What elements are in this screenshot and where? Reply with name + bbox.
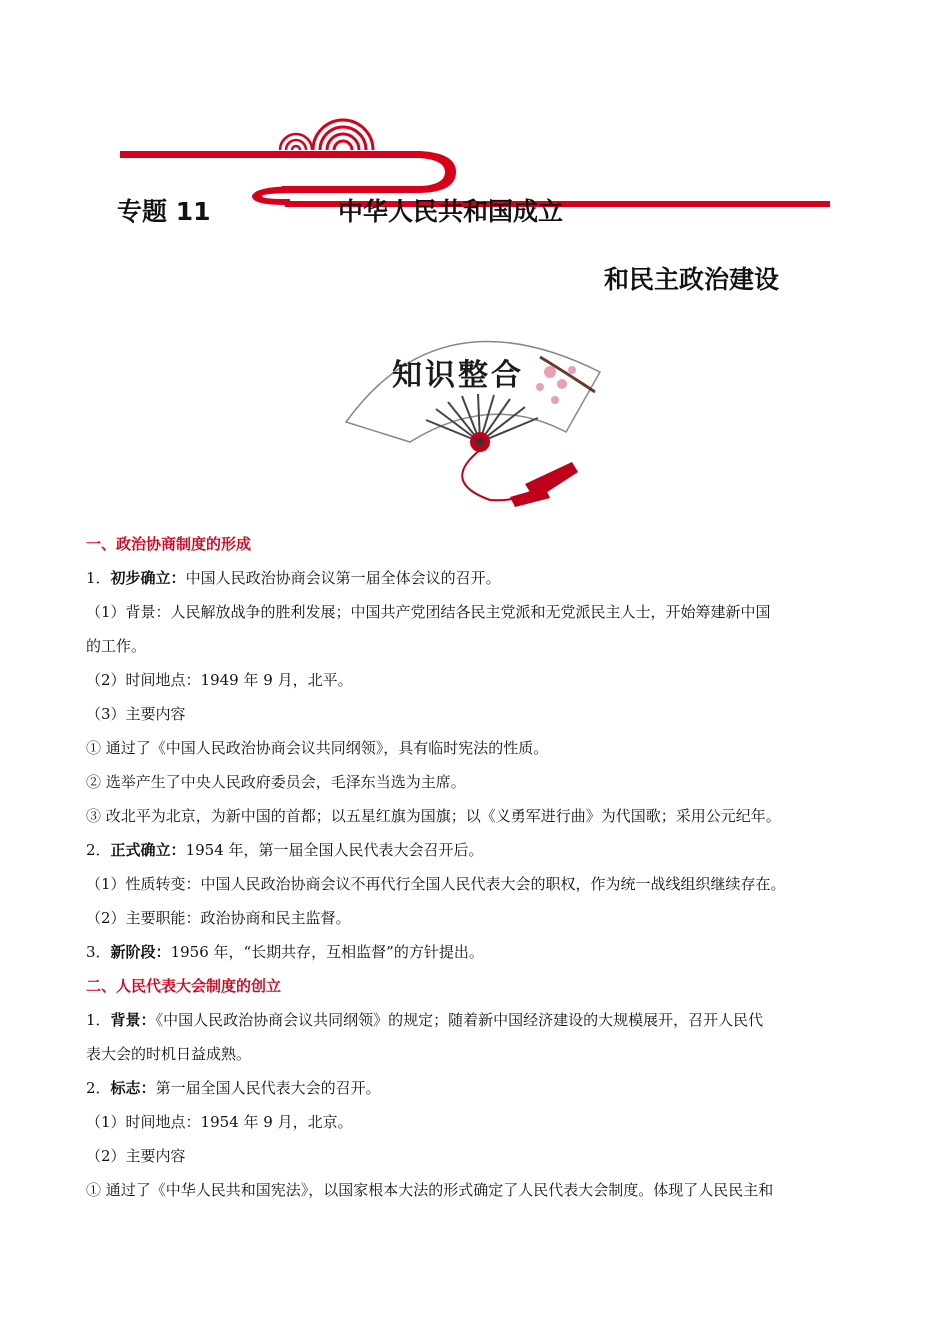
item-number: 2． <box>86 1079 111 1097</box>
paragraph <box>86 935 866 969</box>
red-arc-ornament <box>280 120 373 150</box>
paragraph <box>86 1003 866 1037</box>
topic-number: 专题 11 <box>117 197 211 226</box>
fan-badge-text: 知识整合 <box>392 358 524 393</box>
list-item: ③ 改北平为北京，为新中国的首都；以五星红旗为国旗；以《义勇军进行曲》为代国歌；采用公元纪年。 <box>86 807 781 825</box>
item-text: 中国人民政治协商会议第一届全体会议的召开。 <box>185 569 501 587</box>
paragraph <box>86 833 866 867</box>
list-item: ① 通过了《中国人民政治协商会议共同纲领》，具有临时宪法的性质。 <box>86 739 549 757</box>
item-key: 初步确立： <box>110 569 186 587</box>
paragraph: （1）时间地点：1954 年 9 月，北京。 <box>86 1113 353 1131</box>
paragraph: （2）主要职能：政治协商和民主监督。 <box>86 909 351 927</box>
item-key: 标志： <box>110 1079 156 1097</box>
fan-illustration <box>340 312 610 512</box>
section-heading: 二、人民代表大会制度的创立 <box>86 977 282 995</box>
list-item: ① 通过了《中华人民共和国宪法》，以国家根本大法的形式确定了人民代表大会制度。体现了人民民主和 <box>86 1181 774 1199</box>
header-decoration <box>0 0 950 320</box>
section-heading: 一、政治协商制度的形成 <box>86 535 252 553</box>
paragraph: （2）时间地点：1949 年 9 月，北平。 <box>86 671 353 689</box>
item-text: 第一届全国人民代表大会的召开。 <box>155 1079 381 1097</box>
item-text: 1954 年，第一届全国人民代表大会召开后。 <box>185 841 484 859</box>
item-key: 新阶段： <box>110 943 171 961</box>
item-key: 背景： <box>110 1011 156 1029</box>
item-number: 1． <box>86 569 111 587</box>
item-number: 2． <box>86 841 111 859</box>
item-key: 正式确立： <box>110 841 186 859</box>
paragraph: 的工作。 <box>86 637 147 655</box>
item-number: 1． <box>86 1011 111 1029</box>
document-body <box>86 527 866 1207</box>
item-text: 《中国人民政治协商会议共同纲领》的规定；随着新中国经济建设的大规模展开，召开人民代 <box>155 1011 764 1029</box>
fan-cord <box>462 450 535 500</box>
paragraph: 表大会的时机日益成熟。 <box>86 1045 252 1063</box>
paragraph: （3）主要内容 <box>86 705 186 723</box>
list-item: ② 选举产生了中央人民政府委员会，毛泽东当选为主席。 <box>86 773 466 791</box>
paragraph <box>86 561 866 595</box>
page-subtitle: 和民主政治建设 <box>604 265 780 294</box>
item-number: 3． <box>86 943 111 961</box>
paragraph: （1）性质转变：中国人民政治协商会议不再代行全国人民代表大会的职权，作为统一战线组织继续存在。 <box>86 875 786 893</box>
paragraph: （1）背景：人民解放战争的胜利发展；中国共产党团结各民主党派和无党派民主人士，开始筹建新中国 <box>86 603 771 621</box>
paragraph <box>86 1071 866 1105</box>
page-title: 中华人民共和国成立 <box>338 197 564 226</box>
item-text: 1956 年，“长期共存，互相监督”的方针提出。 <box>170 943 484 961</box>
paragraph: （2）主要内容 <box>86 1147 186 1165</box>
